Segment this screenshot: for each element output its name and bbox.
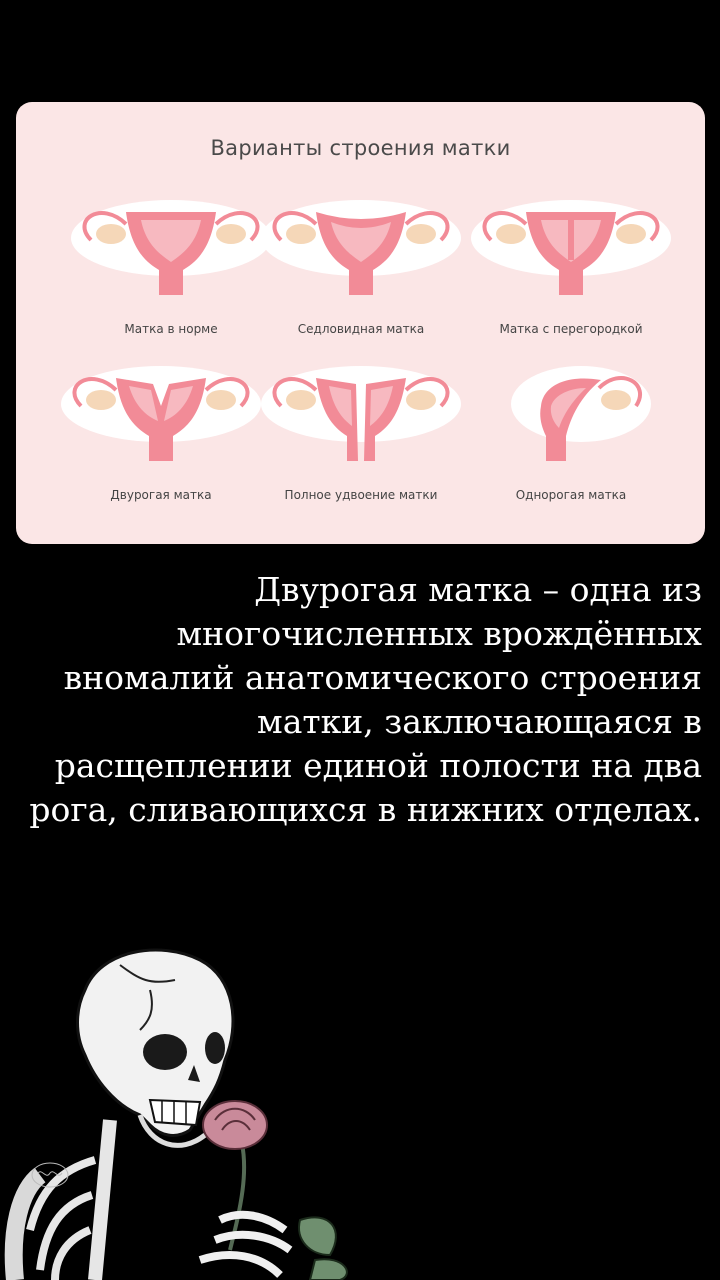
variant-caption: Матка в норме [124, 322, 218, 336]
variant-caption: Седловидная матка [297, 322, 425, 336]
description-line: вномалий анатомического строения [63, 658, 702, 697]
variant-saddle [261, 200, 461, 350]
variant-caption: Однорогая матка [515, 488, 627, 502]
card-title: Варианты строения матки [210, 136, 511, 160]
variant-unicornuate [471, 366, 671, 516]
uterus-unicornuate-icon [471, 366, 671, 486]
variant-septate [471, 200, 671, 350]
uterus-normal-icon [71, 200, 271, 320]
uterus-saddle-icon [261, 200, 461, 320]
description-line: расщеплении единой полости на два [54, 746, 702, 785]
uterus-variants-card [16, 102, 705, 544]
uterus-septate-icon [471, 200, 671, 320]
uterus-bicornuate-icon [61, 366, 261, 486]
description-line: многочисленных врождённых [176, 614, 702, 653]
skeleton-with-rose-illustration [0, 930, 400, 1280]
uterus-didelphys-icon [261, 366, 461, 486]
variant-bicornuate [61, 366, 261, 516]
description-line: Двурогая матка – одна из [254, 570, 702, 609]
description-text [12, 568, 702, 832]
variant-caption: Матка с перегородкой [499, 322, 643, 336]
variant-normal [71, 200, 271, 350]
description-line: матки, заключающаяся в [257, 702, 702, 741]
variant-caption: Полное удвоение матки [284, 488, 438, 502]
description-line: рога, сливающихся в нижних отделах. [29, 790, 702, 829]
variant-didelphys [261, 366, 461, 516]
variant-caption: Двурогая матка [110, 488, 212, 502]
